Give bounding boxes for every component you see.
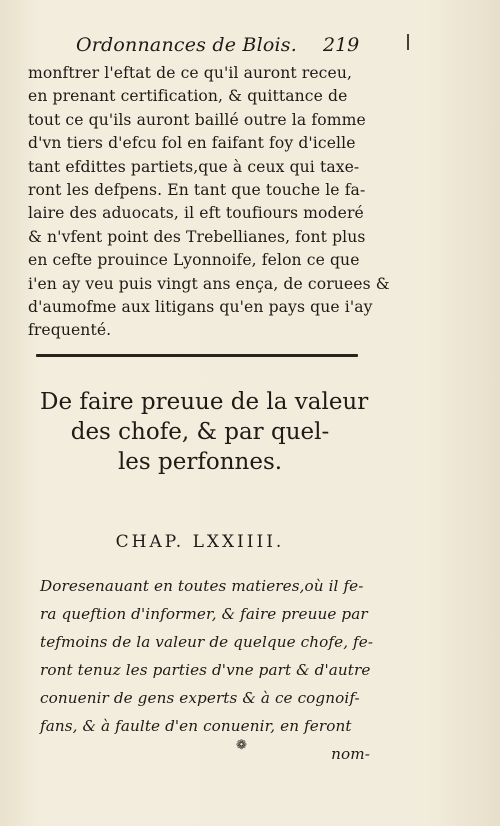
section-title: [40, 387, 369, 477]
body-paragraph: [28, 62, 390, 343]
section-title-line: les perfonnes.: [117, 449, 283, 475]
body-line: monftrer l'eftat de ce qu'il auront receu,: [28, 64, 353, 82]
body-line: i'en ay veu puis vingt ans ença, de coruees &: [28, 274, 390, 293]
chapter-line: ra queftion d'informer, & faire preuue par: [40, 605, 368, 623]
body-line: ront les defpens. En tant que touche le fa-: [28, 181, 366, 200]
chapter-heading: CHAP. LXXIIII.: [115, 532, 285, 552]
body-line: tout ce qu'ils auront baillé outre la fomme: [28, 110, 366, 129]
body-line: en prenant certification, & quittance de: [28, 87, 348, 106]
section-title-line: des chofe, & par quel-: [70, 419, 330, 445]
body-line: & n'vfent point des Trebellianes, font plus: [28, 227, 366, 246]
section-title-line: De faire preuue de la valeur: [40, 389, 369, 415]
running-head: Ordonnances de Blois.: [76, 34, 297, 56]
body-line: d'vn tiers d'efcu fol en faifant foy d'icelle: [28, 134, 356, 153]
chapter-line: conuenir de gens experts & à ce cognoif-: [40, 689, 360, 707]
chapter-line: Doresenauant en toutes matieres,où il fe-: [40, 577, 364, 595]
chapter-paragraph: [40, 572, 374, 768]
body-line: tant efdittes partiets,que à ceux qui taxe-: [28, 157, 360, 176]
chapter-line: ront tenuz les parties d'vne part & d'autre: [40, 661, 371, 679]
body-line: laire des aduocats, il eft toufiours moderé: [28, 204, 364, 223]
body-line: en cefte prouince Lyonnoife, felon ce que: [28, 251, 360, 270]
body-line: frequenté.: [28, 321, 112, 340]
catchword: nom-: [331, 745, 370, 763]
page-number: 219: [323, 34, 360, 56]
chapter-line: tefmoins de la valeur de quelque chofe, fe-: [40, 633, 374, 651]
ornament-icon: ❁: [236, 738, 247, 753]
chapter-line: fans, & à faulte d'en conuenir, en feront: [40, 717, 352, 735]
gutter-mark: [407, 34, 409, 50]
section-divider-rule: [36, 354, 358, 357]
body-line: d'aumofme aux litigans qu'en pays que i'ay: [28, 298, 373, 317]
